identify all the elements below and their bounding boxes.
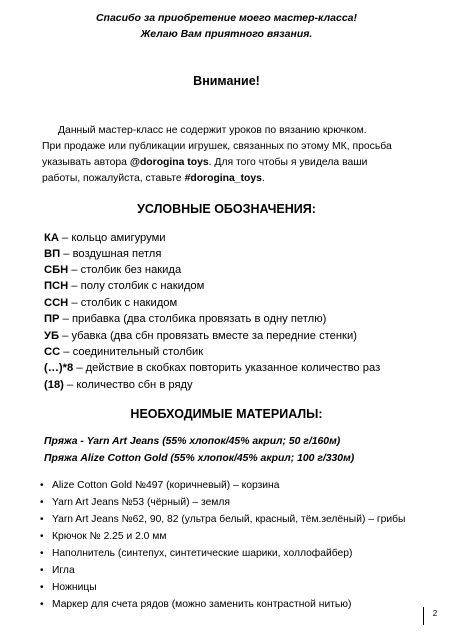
list-item-text: Наполнитель (синтепух, синтетические шарики, холлофайбер)	[52, 548, 353, 559]
legend-item	[44, 278, 204, 294]
legend-item	[44, 377, 193, 393]
legend-abbr: ВП	[44, 248, 61, 260]
legend-item	[44, 311, 326, 327]
page-number: 2	[432, 609, 438, 618]
legend-desc: – полу столбик с накидом	[68, 280, 205, 292]
bullet-icon: •	[40, 565, 44, 576]
legend-desc: – действие в скобках повторить указанное количество раз	[73, 362, 381, 374]
legend-desc: – соединительный столбик	[60, 346, 204, 358]
legend-item	[44, 246, 161, 262]
list-item-text: Крючок № 2.25 и 2.0 мм	[52, 531, 167, 542]
list-item-text: Ножницы	[52, 582, 97, 593]
hashtag: #dorogina_toys	[184, 173, 262, 184]
legend-heading: УСЛОВНЫЕ ОБОЗНАЧЕНИЯ:	[137, 202, 316, 216]
list-item-text: Игла	[52, 565, 75, 576]
author-handle: @dorogina toys	[129, 157, 209, 168]
legend-abbr: ССН	[44, 297, 69, 309]
legend-desc: – убавка (два сбн провязать вместе за передние стенки)	[59, 330, 357, 342]
list-item-text: Yarn Art Jeans №53 (чёрный) – земля	[52, 497, 230, 508]
bullet-icon: •	[40, 582, 44, 593]
yarn-line-2: Пряжа Alize Cotton Gold (55% хлопок/45% акрил; 100 г/330м)	[44, 453, 355, 464]
legend-abbr: СБН	[44, 264, 69, 276]
bullet-icon: •	[40, 480, 44, 491]
legend-item	[44, 328, 357, 344]
greeting-line-1: Спасибо за приобретение моего мастер-класса!	[95, 12, 358, 24]
bullet-icon: •	[40, 548, 44, 559]
list-item-text: Маркер для счета рядов (можно заменить контрастной нитью)	[52, 599, 352, 610]
bullet-icon: •	[40, 497, 44, 508]
list-item	[40, 494, 230, 511]
list-item	[40, 477, 279, 494]
list-item	[40, 579, 97, 596]
legend-abbr: УБ	[44, 330, 60, 342]
legend-desc: – столбик без накида	[68, 264, 182, 276]
list-item	[40, 528, 166, 545]
intro-text: работы, пожалуйста, ставьте	[42, 173, 185, 184]
greeting-line-2: Желаю Вам приятного вязания.	[140, 28, 313, 40]
legend-abbr: КА	[44, 232, 59, 244]
list-item-text: Alize Cotton Gold №497 (коричневый) – корзина	[52, 480, 280, 491]
intro-text: . Для того чтобы я увидела ваши	[208, 157, 368, 168]
legend-abbr: СС	[44, 346, 61, 358]
list-item	[40, 562, 75, 579]
materials-heading: НЕОБХОДИМЫЕ МАТЕРИАЛЫ:	[130, 407, 323, 421]
bullet-icon: •	[40, 531, 44, 542]
intro-line-2: При продаже или публикации игрушек, связанных по этому МК, просьба	[42, 141, 392, 152]
page-number-divider	[423, 607, 424, 625]
legend-item	[44, 360, 380, 376]
intro-line-3	[42, 155, 442, 171]
intro-text: .	[261, 173, 265, 184]
legend-item	[44, 262, 181, 278]
intro-line-4	[42, 171, 442, 187]
legend-desc: – воздушная петля	[60, 248, 162, 260]
legend-desc: – количество сбн в ряду	[63, 379, 193, 391]
legend-abbr: (18)	[44, 379, 64, 391]
legend-abbr: ПР	[44, 313, 60, 325]
legend-desc: – прибавка (два столбика провязать в одну петлю)	[59, 313, 327, 325]
list-item	[40, 511, 405, 528]
bullet-icon: •	[40, 599, 44, 610]
intro-line-1: Данный мастер-класс не содержит уроков по вязанию крючком.	[58, 125, 367, 136]
yarn-line-1: Пряжа - Yarn Art Jeans (55% хлопок/45% акрил; 50 г/160м)	[44, 436, 341, 447]
legend-desc: – кольцо амигуруми	[58, 232, 166, 244]
legend-desc: – столбик с накидом	[68, 297, 178, 309]
list-item	[40, 545, 352, 562]
list-item	[40, 596, 351, 613]
legend-item	[44, 344, 203, 360]
legend-item	[44, 295, 177, 311]
list-item-text: Yarn Art Jeans №62, 90, 82 (ультра белый, красный, тём.зелёный) – грибы	[52, 514, 406, 525]
legend-item	[44, 230, 166, 246]
bullet-icon: •	[40, 514, 44, 525]
intro-text: указывать автора	[42, 157, 130, 168]
legend-abbr: (…)*8	[44, 362, 74, 374]
legend-abbr: ПСН	[44, 280, 69, 292]
attention-heading: Внимание!	[193, 74, 260, 88]
